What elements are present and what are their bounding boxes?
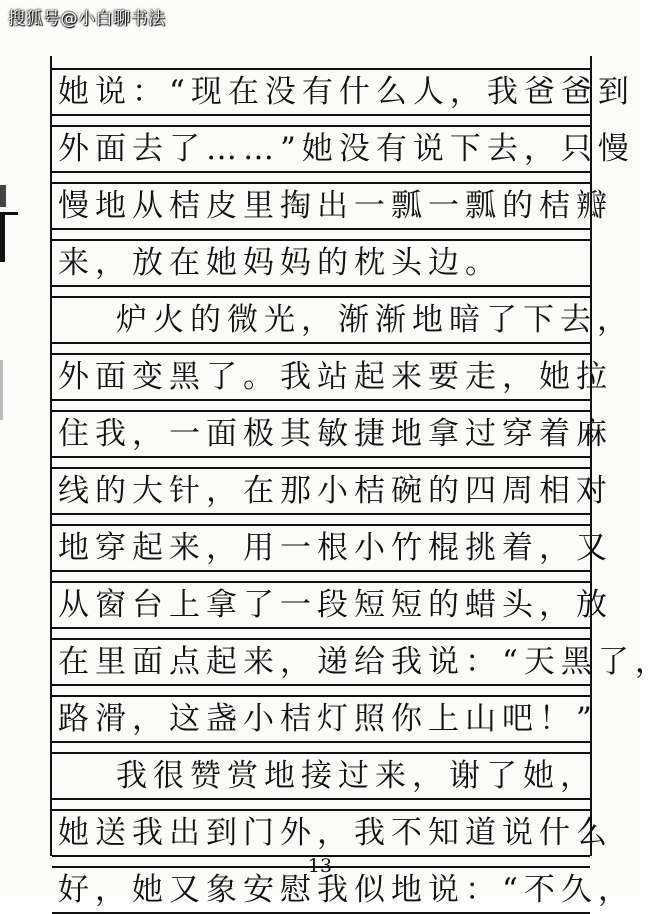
writing-line — [52, 467, 613, 515]
scan-edge-bracket — [0, 212, 18, 262]
writing-line — [52, 239, 590, 287]
scan-edge-shadow — [0, 360, 3, 420]
writing-line — [52, 752, 597, 800]
line-text: 线的大针，在那小桔碗的四周相对 — [58, 473, 613, 509]
writing-line — [52, 695, 598, 743]
writing-line — [52, 581, 613, 629]
line-text: 在里面点起来，递给我说：“天黑了， — [58, 644, 672, 680]
line-text: 外面变黑了。我站起来要走，她拉 — [58, 359, 613, 395]
line-text: 炉火的微光，渐渐地暗了下去， — [116, 302, 634, 338]
writing-line — [52, 809, 613, 857]
writing-line — [52, 125, 635, 173]
line-text: 外面去了……”她没有说下去，只慢 — [58, 131, 635, 167]
page-number: 13 — [307, 855, 333, 877]
line-text: 她送我出到门外，我不知道说什么 — [58, 815, 613, 851]
line-text: 地穿起来，用一根小竹棍挑着，又 — [58, 530, 613, 566]
line-text: 住我，一面极其敏捷地拿过穿着麻 — [58, 416, 613, 452]
scan-edge-mark — [0, 185, 6, 207]
writing-line — [52, 296, 634, 344]
writing-line — [52, 353, 613, 401]
line-text: 来，放在她妈妈的枕头边。 — [58, 245, 502, 281]
writing-line — [52, 524, 613, 572]
line-text: 路滑，这盏小桔灯照你上山吧！” — [58, 701, 598, 737]
line-text: 我很赞赏地接过来，谢了她， — [116, 758, 597, 794]
writing-line — [52, 68, 635, 116]
line-text: 从窗台上拿了一段短短的蜡头，放 — [58, 587, 613, 623]
line-text: 慢地从桔皮里掏出一瓢一瓢的桔瓣 — [58, 188, 613, 224]
writing-line — [52, 638, 672, 686]
watermark: 搜狐号@小白聊书法 — [8, 9, 166, 29]
writing-line — [52, 182, 613, 230]
writing-line — [52, 410, 613, 458]
line-text: 她说：“现在没有什么人，我爸爸到 — [58, 74, 635, 110]
line-text: 好，她又象安慰我似地说：“不久， — [58, 872, 635, 908]
